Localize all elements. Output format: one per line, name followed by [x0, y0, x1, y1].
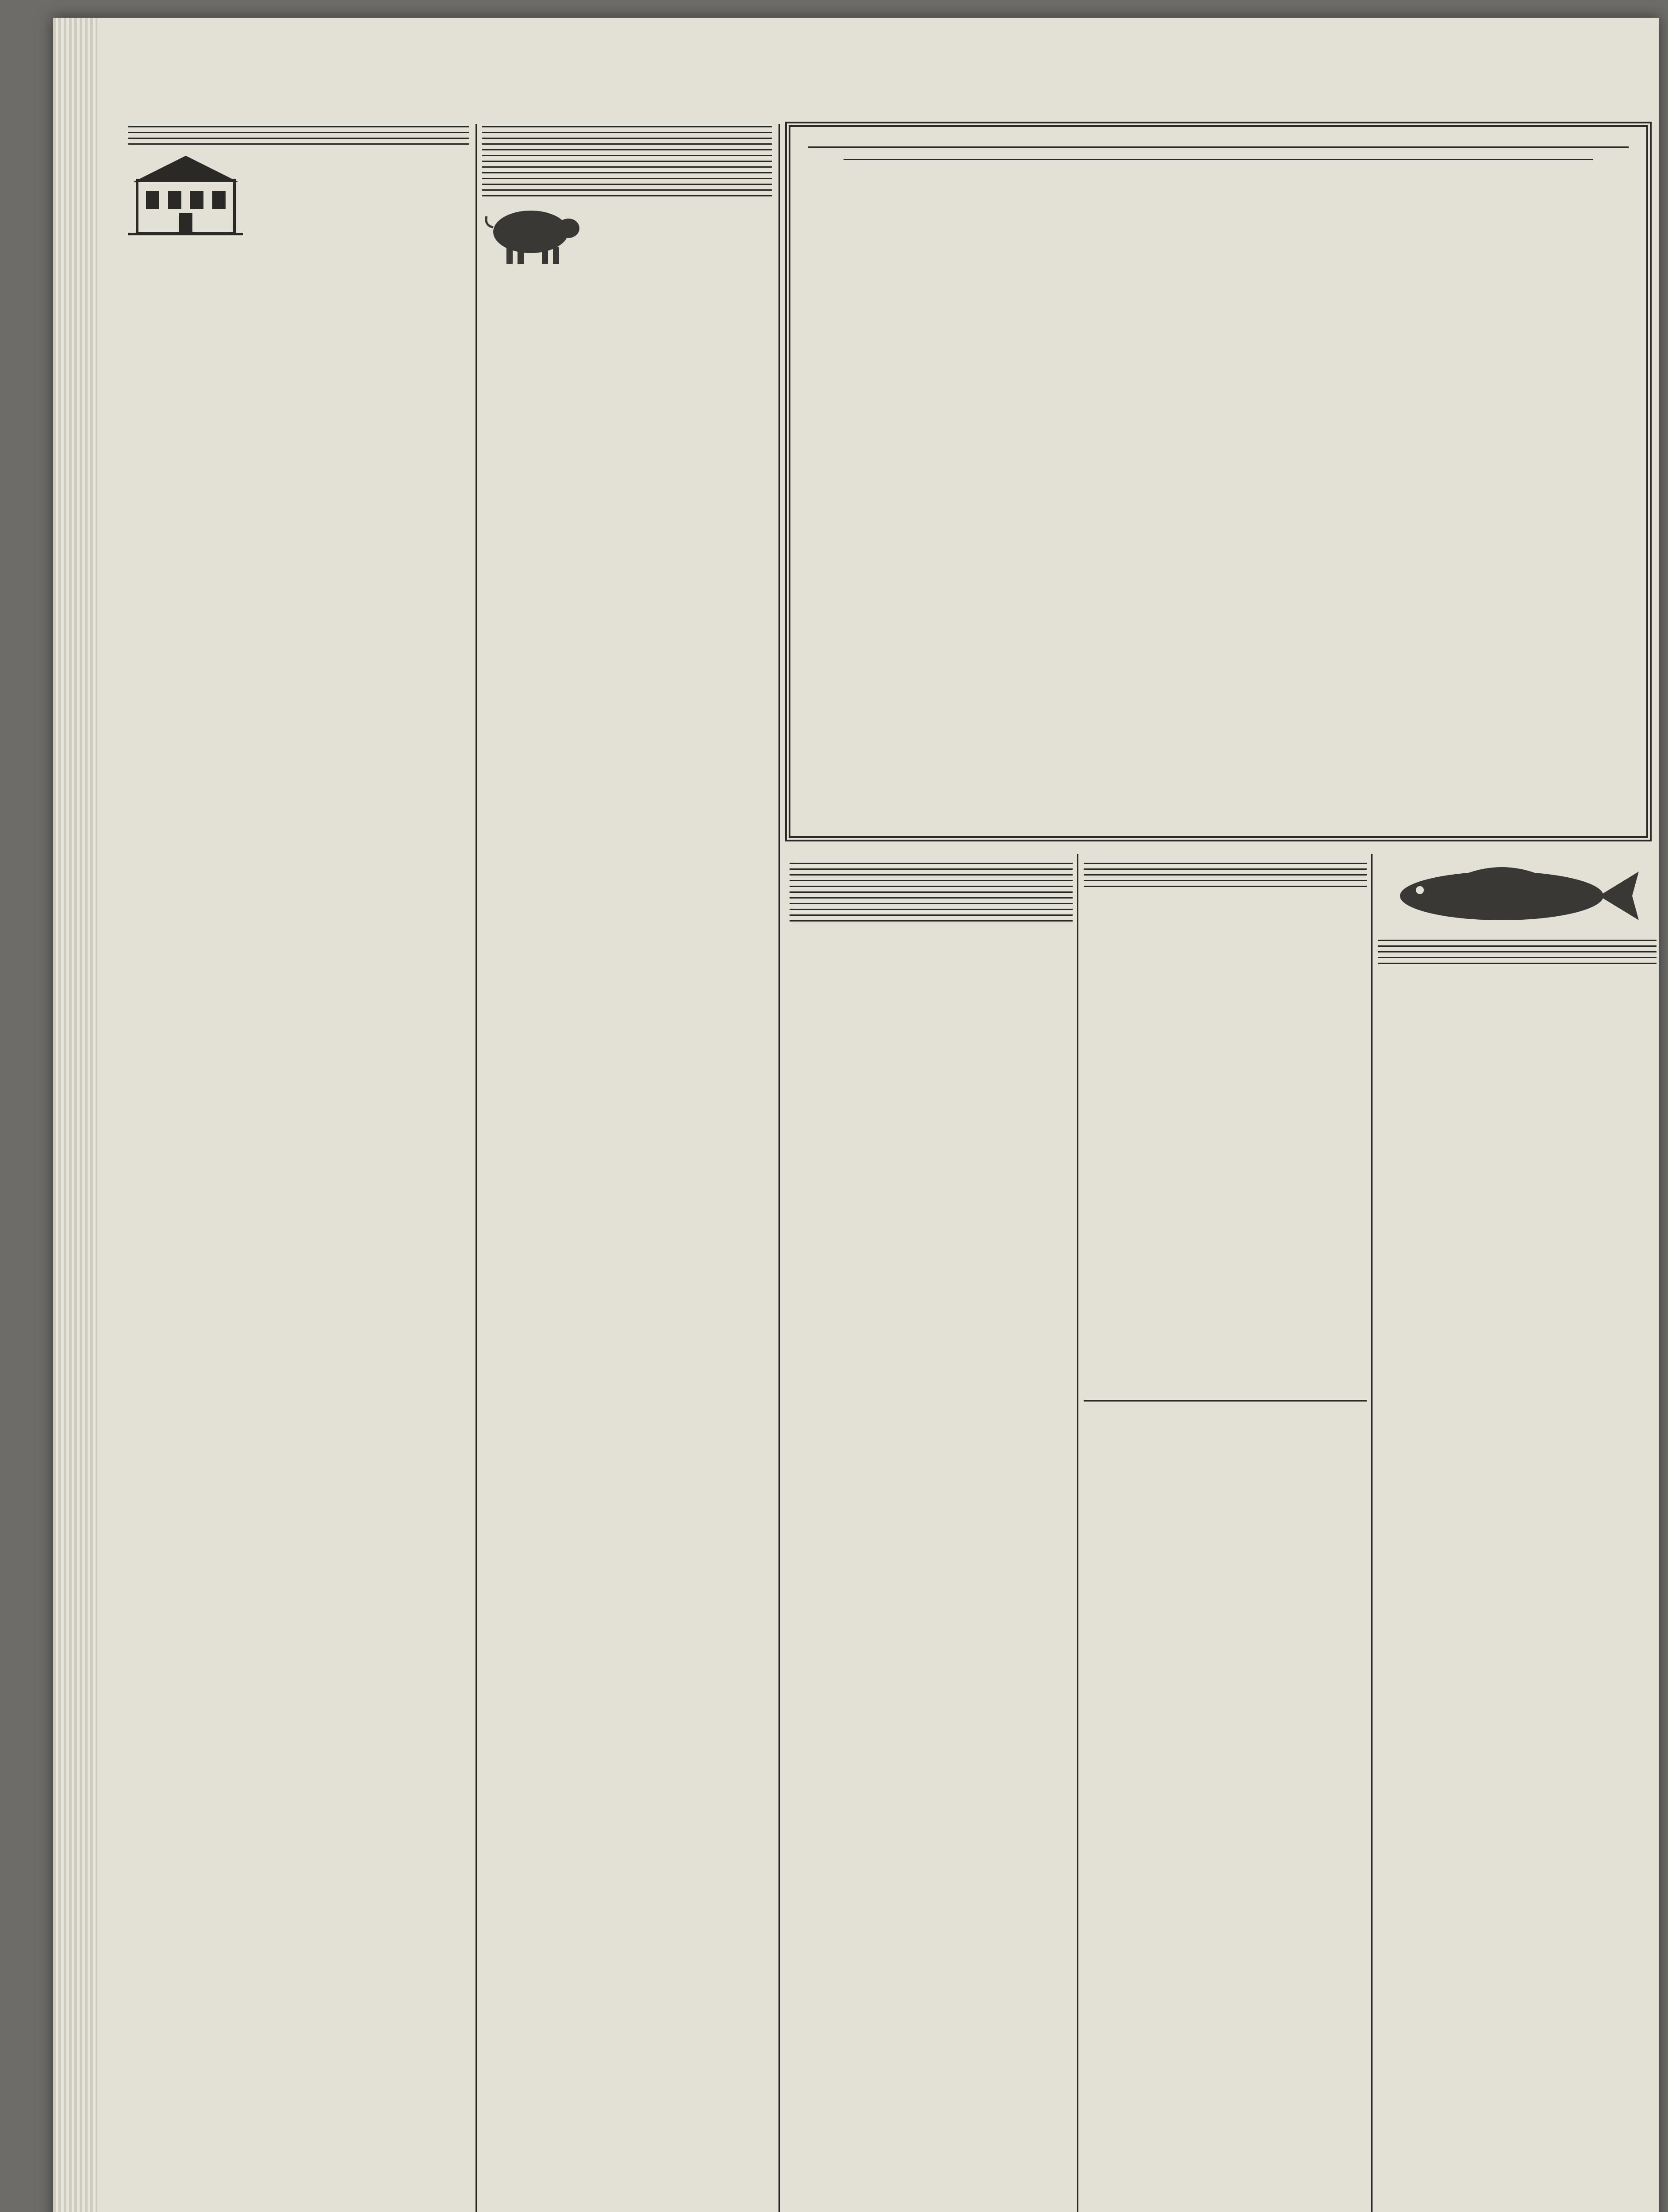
divider: [790, 903, 1073, 904]
divider: [790, 868, 1073, 870]
divider: [790, 897, 1073, 899]
schimilowitz-ad: [785, 122, 1652, 841]
divider: [1084, 880, 1367, 881]
divider: [1378, 951, 1656, 952]
column-3: [790, 858, 1073, 2212]
schimilowitz-header: [808, 138, 1629, 148]
column-rule: [778, 124, 780, 2212]
divider: [1084, 874, 1367, 876]
divider: [790, 920, 1073, 922]
newspaper-page: [53, 18, 1659, 2212]
column-rule: [475, 124, 477, 2212]
divider: [128, 143, 469, 145]
divider: [482, 195, 772, 196]
divider: [482, 126, 772, 127]
divider: [128, 132, 469, 133]
divider: [482, 184, 772, 185]
divider: [482, 178, 772, 179]
divider: [790, 874, 1073, 876]
column-2: [482, 122, 772, 2212]
schweine-header: [482, 201, 772, 267]
divider: [790, 891, 1073, 893]
divider: [128, 138, 469, 139]
divider: [790, 886, 1073, 887]
page-edge: [53, 18, 97, 2212]
pig-illustration-icon: [482, 201, 584, 267]
divider: [790, 863, 1073, 864]
divider: [790, 909, 1073, 910]
divider: [1378, 957, 1656, 958]
divider: [482, 132, 772, 133]
divider: [482, 155, 772, 156]
divider: [1378, 963, 1656, 964]
divider: [128, 126, 469, 127]
divider: [1378, 945, 1656, 947]
fish-illustration-icon: [1378, 858, 1643, 933]
house-illustration-icon: [128, 149, 243, 238]
column-rule: [1371, 854, 1373, 2212]
divider: [482, 166, 772, 168]
divider: [1378, 940, 1656, 941]
divider: [1084, 886, 1367, 887]
column-5: [1378, 858, 1656, 2212]
column-4: [1084, 858, 1367, 2212]
divider: [790, 880, 1073, 881]
divider: [482, 143, 772, 145]
column-rule: [1077, 854, 1078, 2212]
haus-header: [128, 149, 469, 238]
divider: [482, 172, 772, 173]
divider: [482, 138, 772, 139]
divider: [844, 159, 1593, 160]
divider: [1084, 868, 1367, 870]
ecken-staircase-ad: [1084, 891, 1367, 1396]
divider: [790, 914, 1073, 916]
divider: [482, 161, 772, 162]
column-1: [128, 122, 469, 2212]
divider: [1084, 863, 1367, 864]
divider: [482, 149, 772, 150]
divider: [482, 189, 772, 191]
divider: [1084, 1400, 1367, 1402]
